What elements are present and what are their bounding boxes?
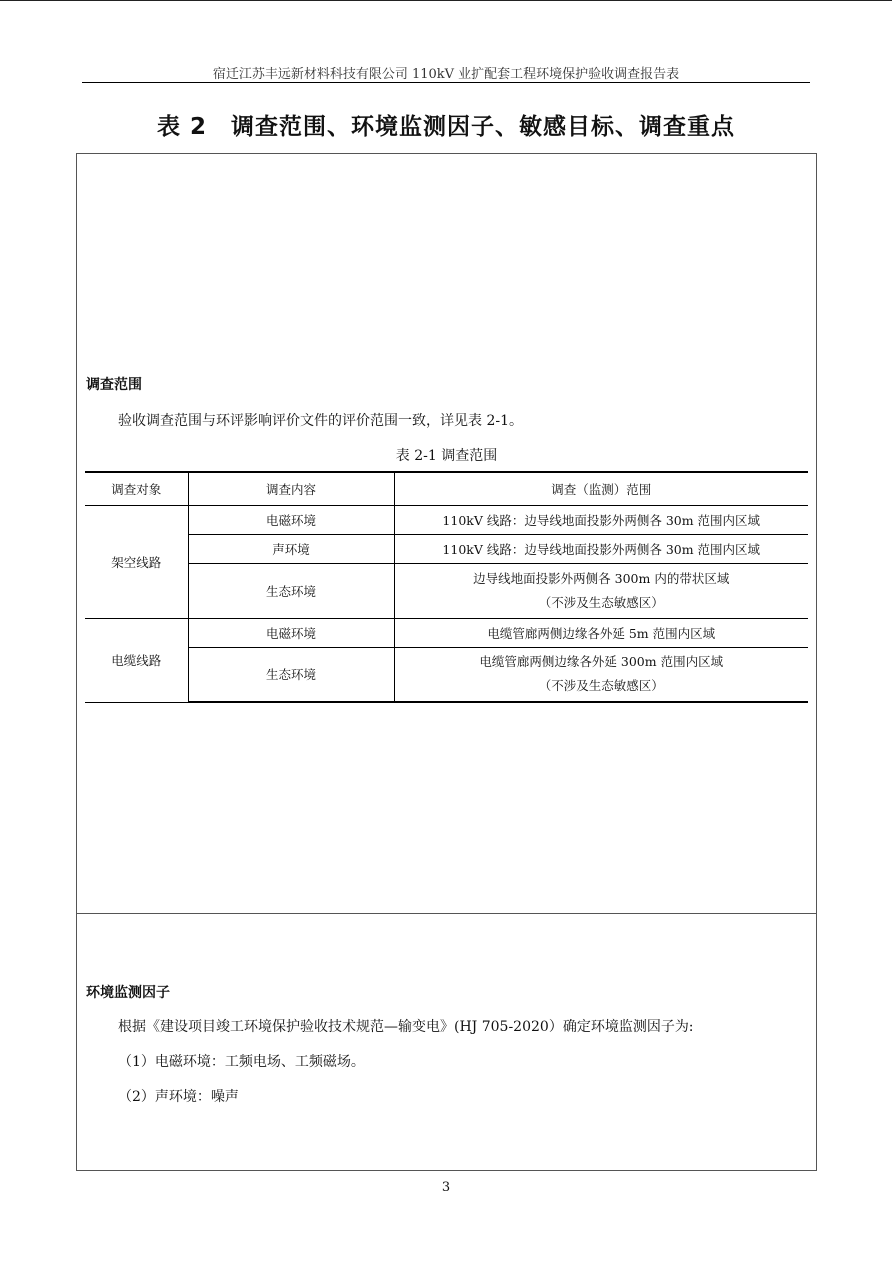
table-caption: 表 2-1 调查范围	[395, 448, 498, 464]
table-row	[85, 563, 808, 618]
range-cell: 电缆管廊两侧边缘各外延 5m 范围内区域	[394, 618, 808, 647]
monitoring-item: （2）声环境：噪声	[118, 1089, 239, 1105]
range-text: 电缆管廊两侧边缘各外延 300m 范围内区域	[479, 654, 724, 670]
monitoring-heading: 环境监测因子	[86, 985, 170, 1001]
scope-heading: 调查范围	[86, 377, 142, 393]
monitoring-item: （1）电磁环境：工频电场、工频磁场。	[118, 1054, 365, 1070]
page-title: 表 2 调查范围、环境监测因子、敏感目标、调查重点	[156, 114, 735, 140]
object-cell: 架空线路	[85, 505, 188, 618]
table-row	[85, 647, 808, 702]
range-cell	[394, 647, 808, 702]
header-object: 调查对象	[85, 472, 188, 505]
content-cell: 电磁环境	[188, 505, 394, 534]
running-header: 宿迁江苏丰远新材料科技有限公司 110kV 业扩配套工程环境保护验收调查报告表	[212, 67, 680, 82]
range-cell: 110kV 线路：边导线地面投影外两侧各 30m 范围内区域	[394, 505, 808, 534]
table-header-row	[85, 472, 808, 505]
range-note: （不涉及生态敏感区）	[538, 678, 664, 694]
top-border-line	[0, 0, 892, 1]
header-range: 调查（监测）范围	[394, 472, 808, 505]
scope-intro: 验收调查范围与环评影响评价文件的评价范围一致，详见表 2-1。	[118, 413, 523, 429]
monitoring-intro: 根据《建设项目竣工环境保护验收技术规范—输变电》(HJ 705-2020）确定环境监测因子为:	[118, 1019, 694, 1035]
content-cell: 生态环境	[188, 563, 394, 618]
table-row	[85, 505, 808, 534]
content-cell: 生态环境	[188, 647, 394, 702]
header-rule	[82, 82, 810, 83]
range-text: 边导线地面投影外两侧各 300m 内的带状区域	[473, 570, 730, 586]
content-cell: 声环境	[188, 534, 394, 563]
content-cell: 电磁环境	[188, 618, 394, 647]
page-number: 3	[441, 1180, 451, 1195]
content-frame	[76, 153, 817, 1171]
table-row	[85, 618, 808, 647]
range-cell: 110kV 线路：边导线地面投影外两侧各 30m 范围内区域	[394, 534, 808, 563]
range-note: （不涉及生态敏感区）	[538, 594, 664, 610]
table-row	[85, 534, 808, 563]
object-cell: 电缆线路	[85, 618, 188, 702]
survey-scope-table	[85, 471, 808, 703]
range-cell	[394, 563, 808, 618]
header-content: 调查内容	[188, 472, 394, 505]
section-divider	[77, 913, 816, 914]
